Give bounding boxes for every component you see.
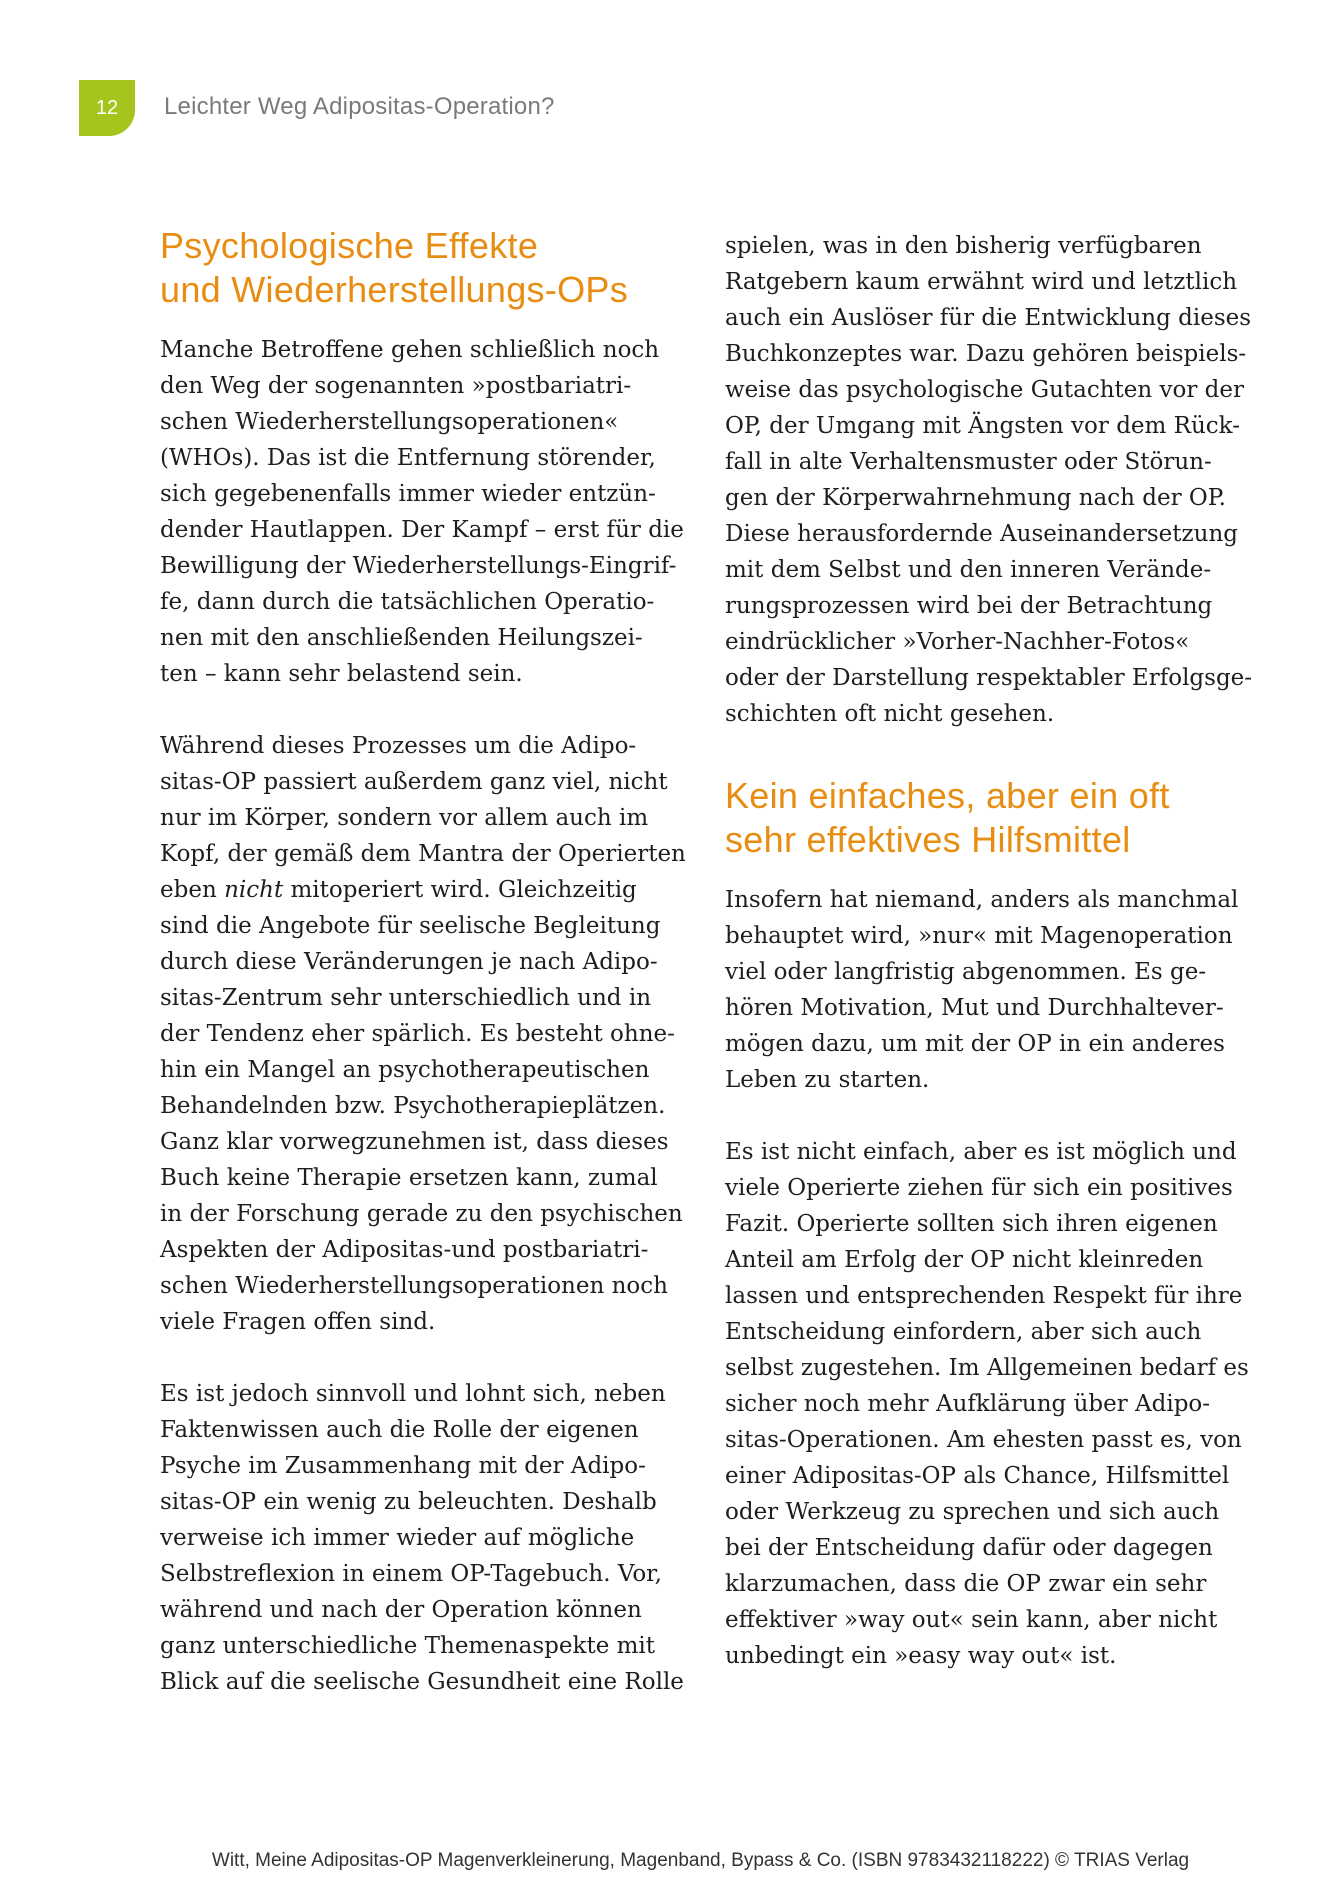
- text-line: dender Hautlappen. Der Kampf – erst für die: [160, 517, 684, 543]
- paragraph: [160, 332, 684, 692]
- text-line: fe, dann durch die tatsächlichen Operatio-: [160, 589, 655, 615]
- text-line: ten – kann sehr belastend sein.: [160, 661, 523, 687]
- paragraph-spacer: [160, 1340, 680, 1376]
- emphasis-word: nicht: [224, 877, 284, 903]
- text-line: schen Wiederherstellungsoperationen«: [160, 409, 619, 435]
- text-line: Diese herausfordernde Auseinandersetzung: [725, 521, 1239, 547]
- text-line: sitas-OP passiert außerdem ganz viel, nicht: [160, 769, 668, 795]
- text-line: während und nach der Operation können: [160, 1597, 642, 1623]
- text-line: sitas-Zentrum sehr unterschiedlich und in: [160, 985, 652, 1011]
- text-line: (WHOs). Das ist die Entfernung störender,: [160, 445, 656, 471]
- text-line: Buchkonzeptes war. Dazu gehören beispiels-: [725, 341, 1247, 367]
- text-line: Ratgebern kaum erwähnt wird und letztlich: [725, 269, 1238, 295]
- text-line: Selbstreflexion in einem OP-Tagebuch. Vor,: [160, 1561, 662, 1587]
- text-line: Fazit. Operierte sollten sich ihren eigenen: [725, 1211, 1218, 1237]
- text-line: Behandelnden bzw. Psychotherapieplätzen.: [160, 1093, 666, 1119]
- text-line: schen Wiederherstellungsoperationen noch: [160, 1273, 668, 1299]
- text-line: viele Operierte ziehen für sich ein positives: [725, 1175, 1233, 1201]
- text-line: viele Fragen offen sind.: [160, 1309, 436, 1335]
- text-line: viel oder langfristig abgenommen. Es ge-: [725, 959, 1207, 985]
- text-line: gen der Körperwahrnehmung nach der OP.: [725, 485, 1226, 511]
- paragraph-spacer: [725, 1098, 1245, 1134]
- text-line: klarzumachen, dass die OP zwar ein sehr: [725, 1571, 1207, 1597]
- text-line: Leben zu starten.: [725, 1067, 930, 1093]
- heading-line: Psychologische Effekte: [160, 225, 539, 266]
- left-column: [160, 224, 686, 1700]
- text-line: Buch keine Therapie ersetzen kann, zumal: [160, 1165, 658, 1191]
- text-line: sind die Angebote für seelische Begleitung: [160, 913, 661, 939]
- text-line: Blick auf die seelische Gesundheit eine Rolle: [160, 1669, 684, 1695]
- text-line: hören Motivation, Mut und Durchhaltever-: [725, 995, 1224, 1021]
- paragraph: [160, 1376, 684, 1700]
- text-line: Bewilligung der Wiederherstellungs-Eingrif-: [160, 553, 677, 579]
- paragraph-spacer: [160, 692, 680, 728]
- heading-line: sehr effektives Hilfsmittel: [725, 819, 1131, 860]
- text-line: Entscheidung einfordern, aber sich auch: [725, 1319, 1202, 1345]
- text-line: sitas-OP ein wenig zu beleuchten. Deshalb: [160, 1489, 657, 1515]
- text-line: in der Forschung gerade zu den psychischen: [160, 1201, 683, 1227]
- paragraph: [725, 228, 1253, 732]
- text-line: Es ist nicht einfach, aber es ist möglich und: [725, 1139, 1237, 1165]
- text-line: nen mit den anschließenden Heilungszei-: [160, 625, 643, 651]
- page-number-badge: 12: [79, 80, 135, 136]
- text-line: Ganz klar vorwegzunehmen ist, dass dieses: [160, 1129, 669, 1155]
- text-line: oder Werkzeug zu sprechen und sich auch: [725, 1499, 1220, 1525]
- text-line: sich gegebenenfalls immer wieder entzün-: [160, 481, 656, 507]
- text-line: rungsprozessen wird bei der Betrachtung: [725, 593, 1213, 619]
- text-line: Kopf, der gemäß dem Mantra der Operierten: [160, 841, 686, 867]
- text-line: verweise ich immer wieder auf mögliche: [160, 1525, 635, 1551]
- text-line: spielen, was in den bisherig verfügbaren: [725, 233, 1202, 259]
- text-line: effektiver »way out« sein kann, aber nicht: [725, 1607, 1218, 1633]
- footer-citation: [0, 1850, 1339, 1872]
- text-line: der Tendenz eher spärlich. Es besteht ohne-: [160, 1021, 675, 1047]
- text-line: behauptet wird, »nur« mit Magenoperation: [725, 923, 1233, 949]
- text-line: durch diese Veränderungen je nach Adipo-: [160, 949, 658, 975]
- right-column: [725, 228, 1253, 1674]
- text-line: unbedingt ein »easy way out« ist.: [725, 1643, 1117, 1669]
- heading-line: Kein einfaches, aber ein oft: [725, 775, 1170, 816]
- text-line: den Weg der sogenannten »postbariatri-: [160, 373, 632, 399]
- text-line: OP, der Umgang mit Ängsten vor dem Rück-: [725, 413, 1240, 439]
- paragraph: [725, 882, 1245, 1098]
- text-line: auch ein Auslöser für die Entwicklung dieses: [725, 305, 1252, 331]
- text-line: nur im Körper, sondern vor allem auch im: [160, 805, 649, 831]
- text-line: bei der Entscheidung dafür oder dagegen: [725, 1535, 1213, 1561]
- text-line: Während dieses Prozesses um die Adipo-: [160, 733, 637, 759]
- text-line: hin ein Mangel an psychotherapeutischen: [160, 1057, 650, 1083]
- running-header-title: Leichter Weg Adipositas-Operation?: [164, 93, 555, 120]
- text-line: lassen und entsprechenden Respekt für ihre: [725, 1283, 1243, 1309]
- text-line: einer Adipositas-OP als Chance, Hilfsmittel: [725, 1463, 1230, 1489]
- text-line: Faktenwissen auch die Rolle der eigenen: [160, 1417, 639, 1443]
- citation-text: Witt, Meine Adipositas-OP Magenverkleinerung, Magenband, Bypass & Co. (ISBN 9783432118222) © TRIAS Verlag: [211, 1850, 1190, 1871]
- section-heading-effective-aid: [725, 774, 1245, 862]
- text-fragment: eben: [160, 877, 217, 903]
- text-line: mit dem Selbst und den inneren Verände-: [725, 557, 1212, 583]
- text-line: [160, 872, 680, 908]
- text-line: fall in alte Verhaltensmuster oder Störun-: [725, 449, 1212, 475]
- text-fragment: mitoperiert wird. Gleichzeitig: [290, 877, 637, 903]
- paragraph: [725, 1134, 1249, 1674]
- text-line: schichten oft nicht gesehen.: [725, 701, 1055, 727]
- text-line: ganz unterschiedliche Themenaspekte mit: [160, 1633, 656, 1659]
- section-heading-psychological-effects: [160, 224, 680, 312]
- text-line: Psyche im Zusammenhang mit der Adipo-: [160, 1453, 646, 1479]
- heading-line: und Wiederherstellungs-OPs: [160, 269, 629, 310]
- text-line: weise das psychologische Gutachten vor der: [725, 377, 1244, 403]
- text-line: eindrücklicher »Vorher-Nachher-Fotos«: [725, 629, 1190, 655]
- paragraph: [160, 728, 686, 1340]
- text-line: Aspekten der Adipositas-und postbariatri-: [160, 1237, 649, 1263]
- text-line: oder der Darstellung respektabler Erfolgsge-: [725, 665, 1253, 691]
- text-line: sicher noch mehr Aufklärung über Adipo-: [725, 1391, 1211, 1417]
- text-line: selbst zugestehen. Im Allgemeinen bedarf es: [725, 1355, 1249, 1381]
- text-line: Manche Betroffene gehen schließlich noch: [160, 337, 660, 363]
- text-line: Es ist jedoch sinnvoll und lohnt sich, neben: [160, 1381, 666, 1407]
- text-line: Anteil am Erfolg der OP nicht kleinreden: [725, 1247, 1204, 1273]
- text-line: mögen dazu, um mit der OP in ein anderes: [725, 1031, 1225, 1057]
- text-line: sitas-Operationen. Am ehesten passt es, von: [725, 1427, 1242, 1453]
- text-line: Insofern hat niemand, anders als manchmal: [725, 887, 1239, 913]
